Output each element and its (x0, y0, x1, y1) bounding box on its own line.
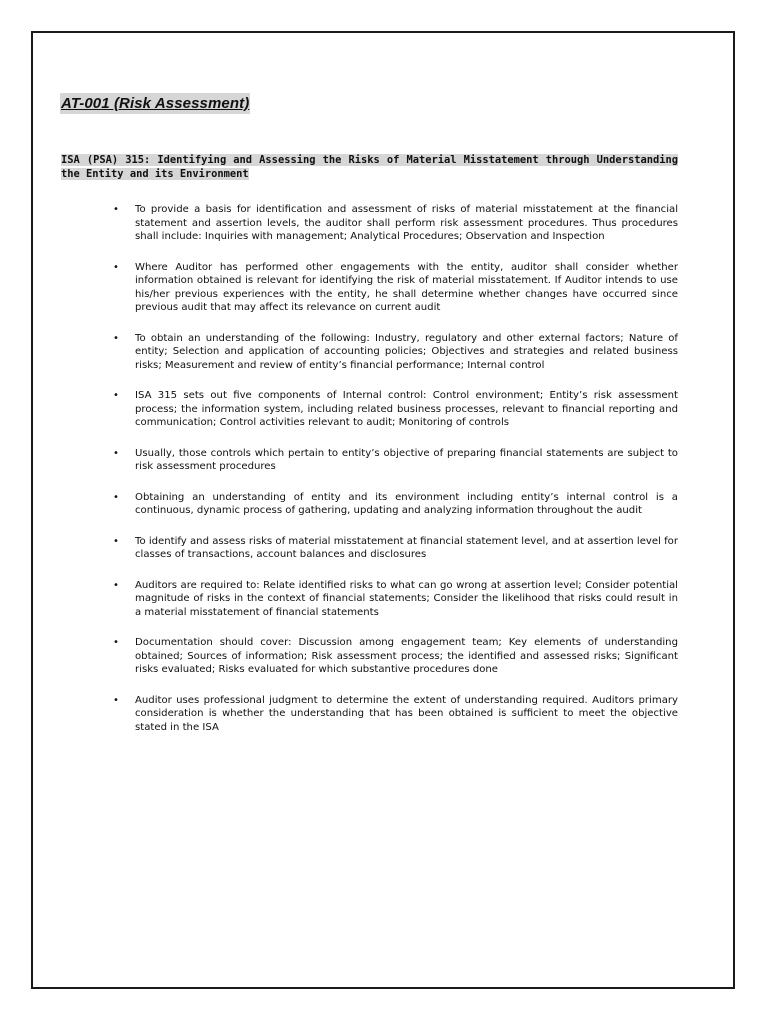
list-item (107, 389, 678, 430)
list-item (107, 203, 678, 244)
list-item (107, 636, 678, 677)
bullet-icon: • (113, 491, 119, 503)
bullet-icon: • (113, 447, 119, 459)
list-item (107, 579, 678, 620)
list-item (107, 261, 678, 315)
section-heading-text: ISA (PSA) 315: Identifying and Assessing the Risks of Material Misstatement through Understanding the Entity and its Environment (61, 154, 678, 180)
bullet-icon: • (113, 579, 119, 591)
bullet-list (107, 203, 678, 751)
list-item-text: Where Auditor has performed other engagements with the entity, auditor shall consider whether information obtained is relevant for identifying the risk of material misstatement. If Auditor intends to use his/her previous experiences with the entity, he shall determine whether changes have occurred since previous audit that may affect its relevance on current audit (135, 261, 678, 313)
list-item-text: Obtaining an understanding of entity and its environment including entity’s internal control is a continuous, dynamic process of gathering, updating and analyzing information throughout the audit (135, 491, 678, 516)
bullet-icon: • (113, 261, 119, 273)
list-item-text: Documentation should cover: Discussion among engagement team; Key elements of understanding obtained; Sources of information; Risk assessment process; the identified and assessed risks; Significant risks evaluated; Risks evaluated for which substantive procedures done (135, 637, 678, 675)
bullet-icon: • (113, 204, 119, 215)
list-item (107, 694, 678, 735)
list-item (107, 535, 678, 562)
list-item-text: ISA 315 sets out five components of Internal control: Control environment; Entity’s risk assessment process; the information system, including related business processes, relevant to financial reporting and communication; Control activities relevant to audit; Monitoring of controls (135, 390, 678, 428)
bullet-icon: • (113, 390, 119, 401)
list-item (107, 332, 678, 373)
bullet-icon: • (113, 637, 119, 648)
list-item-text: To obtain an understanding of the following: Industry, regulatory and other external factors; Nature of entity; Selection and application of accounting policies; Objectives and strategies and related business risks; Measurement and review of entity’s financial performance; Internal control (135, 332, 678, 371)
list-item (107, 447, 678, 474)
bullet-icon: • (113, 535, 119, 547)
list-item-text: Auditor uses professional judgment to determine the extent of understanding required. Auditors primary consideration is whether the understanding that has been obtained is sufficient to meet the objective stated in the ISA (135, 694, 678, 733)
list-item-text: To identify and assess risks of material misstatement at financial statement level, and at assertion level for classes of transactions, account balances and disclosures (135, 535, 678, 560)
document-title: AT-001 (Risk Assessment) (61, 95, 250, 112)
list-item-text: Usually, those controls which pertain to entity’s objective of preparing financial statements are subject to risk assessment procedures (135, 447, 678, 472)
bullet-icon: • (113, 694, 119, 706)
bullet-icon: • (113, 332, 119, 344)
section-heading (61, 154, 678, 181)
list-item-text: To provide a basis for identification and assessment of risks of material misstatement at the financial statement and assertion levels, the auditor shall perform risk assessment procedures. Thus procedures shall include: Inquiries with management; Analytical Procedures; Observation and Inspection (135, 204, 678, 242)
list-item (107, 491, 678, 518)
list-item-text: Auditors are required to: Relate identified risks to what can go wrong at assertion level; Consider potential magnitude of risks in the context of financial statements; Consider the likelihood that risks could result in a material misstatement of financial statements (135, 579, 678, 618)
